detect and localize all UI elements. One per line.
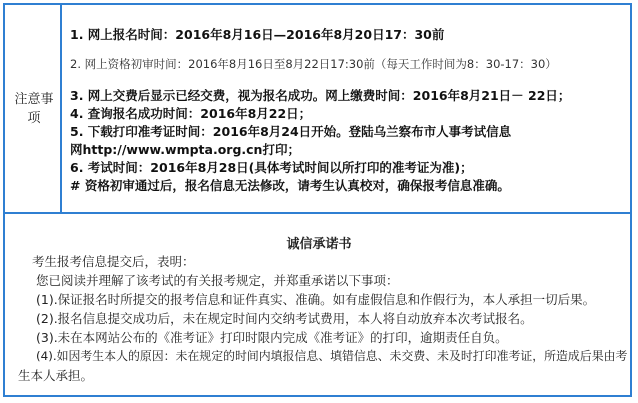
pledge-item-2: (2).报名信息提交成功后，未在规定时间内交纳考试费用，本人将自动放弃本次考试报名。 (36, 311, 533, 326)
notice-item-1: 1. 网上报名时间：2016年8月16日—2016年8月20日17：30前 (70, 27, 445, 42)
notice-item-note: # 资格初审通过后，报名信息无法修改，请考生认真校对，确保报考信息准确。 (70, 178, 510, 193)
notice-item-5-cont: 网http://www.wmpta.org.cn打印； (70, 142, 300, 157)
pledge-item-3: (3).未在本网站公布的《准考证》打印时限内完成《准考证》的打印，逾期责任自负。 (36, 330, 508, 345)
section-divider (3, 212, 632, 214)
notice-label (12, 90, 56, 128)
notice-label-line: 注意事 (14, 92, 54, 107)
pledge-item-1: (1).保证报名时所提交的报考信息和证件真实、准确。如有虚假信息和作假行为，本人承担一切后果。 (36, 292, 596, 307)
notice-item-3: 3. 网上交费后显示已经交费，视为报名成功。网上缴费时间：2016年8月21日－ 22日； (70, 88, 571, 103)
notice-item-4: 4. 查询报名成功时间：2016年8月22日； (70, 106, 312, 121)
label-column-divider (60, 5, 62, 213)
pledge-item-4-cont: 生本人承担。 (18, 368, 94, 383)
notice-item-5: 5. 下载打印准考证时间：2016年8月24日开始。登陆乌兰察布市人事考试信息 (70, 124, 512, 139)
pledge-title: 诚信承诺书 (286, 237, 352, 252)
notice-item-6: 6. 考试时间：2016年8月28日(具体考试时间以所打印的准考证为准)； (70, 160, 473, 175)
pledge-intro: 考生报考信息提交后，表明： (32, 254, 195, 269)
pledge-lead: 您已阅读并理解了该考试的有关报考规定，并郑重承诺以下事项： (36, 273, 399, 288)
pledge-item-4: (4).如因考生本人的原因：未在规定的时间内填报信息、填错信息、未交费、未及时打印准考证，所造成后果由考 (36, 349, 628, 363)
notice-label-line: 项 (27, 111, 41, 126)
notice-item-2: 2. 网上资格初审时间：2016年8月16日至8月22日17:30前（每天工作时间为8：30-17：30） (70, 57, 557, 71)
